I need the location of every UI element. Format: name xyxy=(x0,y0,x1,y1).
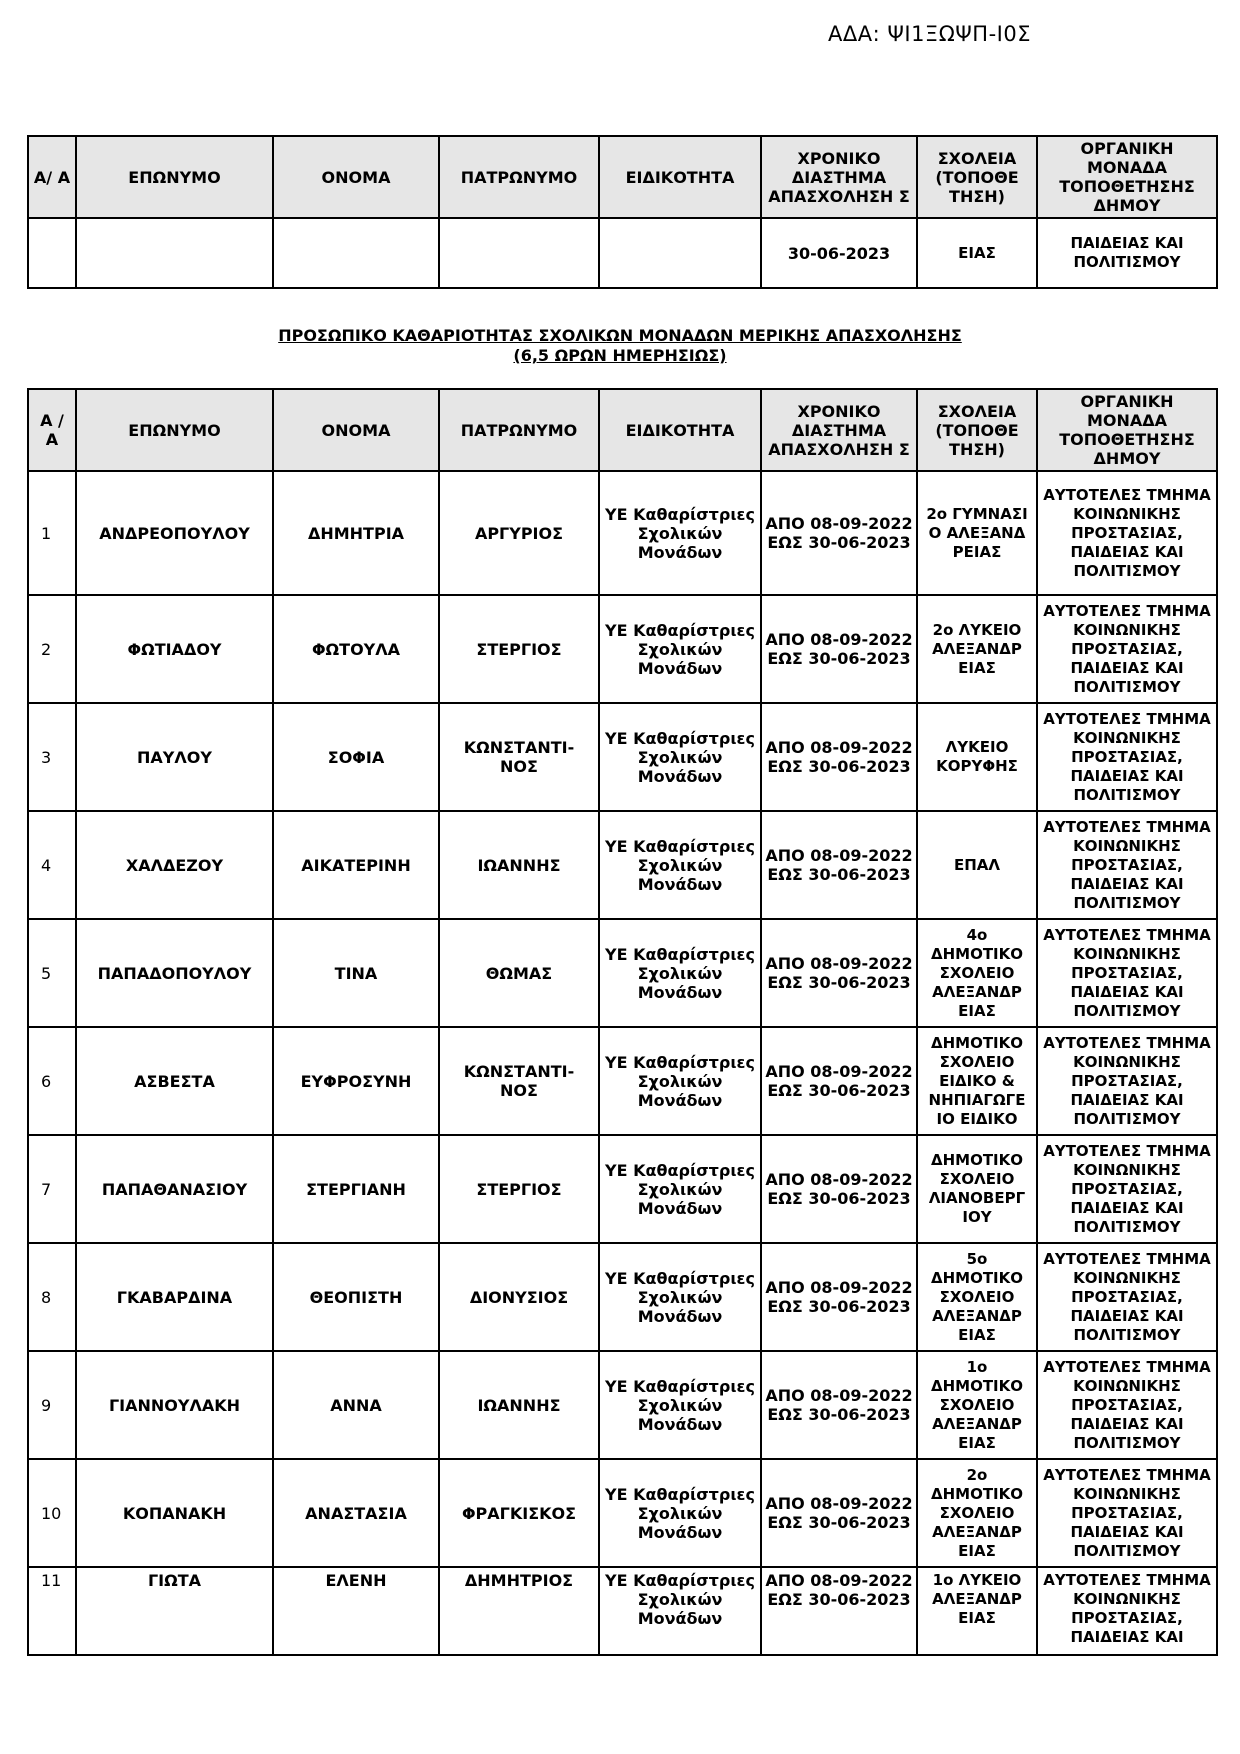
cell-aa: 7 xyxy=(28,1135,76,1243)
cell-father: ΚΩΝΣΤΑΝΤΙ- ΝΟΣ xyxy=(439,703,599,811)
header-name: ΟΝΟΜΑ xyxy=(273,389,439,471)
table-row xyxy=(28,919,1217,1027)
cell-name xyxy=(273,218,439,288)
header-aa: Α/ Α xyxy=(28,136,76,218)
cell-unit: ΑΥΤΟΤΕΛΕΣ ΤΜΗΜΑ ΚΟΙΝΩΝΙΚΗΣ ΠΡΟΣΤΑΣΙΑΣ, ΠΑΙΔΕΙΑΣ ΚΑΙ ΠΟΛΙΤΙΣΜΟΥ xyxy=(1037,1459,1217,1567)
header-school: ΣΧΟΛΕΙΑ (ΤΟΠΟΘΕ ΤΗΣΗ) xyxy=(917,136,1037,218)
header-unit: ΟΡΓΑΝΙΚΗ ΜΟΝΑΔΑ ΤΟΠΟΘΕΤΗΣΗΣ ΔΗΜΟΥ xyxy=(1037,136,1217,218)
cell-school: ΔΗΜΟΤΙΚΟ ΣΧΟΛΕΙΟ ΛΙΑΝΟΒΕΡΓ ΙΟΥ xyxy=(917,1135,1037,1243)
cell-specialty: ΥΕ Καθαρίστριες Σχολικών Μονάδων xyxy=(599,919,761,1027)
cell-surname: ΑΣΒΕΣΤΑ xyxy=(76,1027,273,1135)
cell-specialty: ΥΕ Καθαρίστριες Σχολικών Μονάδων xyxy=(599,811,761,919)
header-period: ΧΡΟΝΙΚΟ ΔΙΑΣΤΗΜΑ ΑΠΑΣΧΟΛΗΣΗ Σ xyxy=(761,136,917,218)
cell-aa: 8 xyxy=(28,1243,76,1351)
cell-period: ΑΠΟ 08-09-2022 ΕΩΣ 30-06-2023 xyxy=(761,919,917,1027)
cell-surname: ΓΙΑΝΝΟΥΛΑΚΗ xyxy=(76,1351,273,1459)
cell-school: 2ο ΔΗΜΟΤΙΚΟ ΣΧΟΛΕΙΟ ΑΛΕΞΑΝΔΡ ΕΙΑΣ xyxy=(917,1459,1037,1567)
cell-unit: ΑΥΤΟΤΕΛΕΣ ΤΜΗΜΑ ΚΟΙΝΩΝΙΚΗΣ ΠΡΟΣΤΑΣΙΑΣ, ΠΑΙΔΕΙΑΣ ΚΑΙ ΠΟΛΙΤΙΣΜΟΥ xyxy=(1037,595,1217,703)
cell-aa: 5 xyxy=(28,919,76,1027)
cell-specialty: ΥΕ Καθαρίστριες Σχολικών Μονάδων xyxy=(599,595,761,703)
cell-unit: ΑΥΤΟΤΕΛΕΣ ΤΜΗΜΑ ΚΟΙΝΩΝΙΚΗΣ ΠΡΟΣΤΑΣΙΑΣ, ΠΑΙΔΕΙΑΣ ΚΑΙ ΠΟΛΙΤΙΣΜΟΥ xyxy=(1037,1027,1217,1135)
cell-surname: ΓΙΩΤΑ xyxy=(76,1567,273,1655)
table-row xyxy=(28,1567,1217,1655)
cell-aa: 9 xyxy=(28,1351,76,1459)
table-row xyxy=(28,1243,1217,1351)
cell-specialty: ΥΕ Καθαρίστριες Σχολικών Μονάδων xyxy=(599,703,761,811)
cell-father: ΔΙΟΝΥΣΙΟΣ xyxy=(439,1243,599,1351)
cell-specialty xyxy=(599,218,761,288)
header-father: ΠΑΤΡΩΝΥΜΟ xyxy=(439,136,599,218)
cell-aa xyxy=(28,218,76,288)
cell-aa: 6 xyxy=(28,1027,76,1135)
cell-father: ΙΩΑΝΝΗΣ xyxy=(439,1351,599,1459)
cell-father: ΔΗΜΗΤΡΙΟΣ xyxy=(439,1567,599,1655)
cell-specialty: ΥΕ Καθαρίστριες Σχολικών Μονάδων xyxy=(599,1243,761,1351)
cell-period: ΑΠΟ 08-09-2022 ΕΩΣ 30-06-2023 xyxy=(761,811,917,919)
cell-name: ΑΙΚΑΤΕΡΙΝΗ xyxy=(273,811,439,919)
cell-period: ΑΠΟ 08-09-2022 ΕΩΣ 30-06-2023 xyxy=(761,1135,917,1243)
cleaning-staff-table xyxy=(27,388,1218,1656)
table-row xyxy=(28,703,1217,811)
cell-surname: ΚΟΠΑΝΑΚΗ xyxy=(76,1459,273,1567)
cell-period: ΑΠΟ 08-09-2022 ΕΩΣ 30-06-2023 xyxy=(761,1351,917,1459)
cell-school: 2ο ΛΥΚΕΙΟ ΑΛΕΞΑΝΔΡ ΕΙΑΣ xyxy=(917,595,1037,703)
cell-name: ΦΩΤΟΥΛΑ xyxy=(273,595,439,703)
table-row xyxy=(28,1351,1217,1459)
cell-school: ΕΙΑΣ xyxy=(917,218,1037,288)
cell-surname: ΠΑΠΑΘΑΝΑΣΙΟΥ xyxy=(76,1135,273,1243)
cell-school: 5ο ΔΗΜΟΤΙΚΟ ΣΧΟΛΕΙΟ ΑΛΕΞΑΝΔΡ ΕΙΑΣ xyxy=(917,1243,1037,1351)
cell-father: ΘΩΜΑΣ xyxy=(439,919,599,1027)
cell-surname: ΠΑΥΛΟΥ xyxy=(76,703,273,811)
cell-specialty: ΥΕ Καθαρίστριες Σχολικών Μονάδων xyxy=(599,471,761,595)
cell-surname: ΓΚΑΒΑΡΔΙΝΑ xyxy=(76,1243,273,1351)
cell-aa: 10 xyxy=(28,1459,76,1567)
cell-unit: ΑΥΤΟΤΕΛΕΣ ΤΜΗΜΑ ΚΟΙΝΩΝΙΚΗΣ ΠΡΟΣΤΑΣΙΑΣ, ΠΑΙΔΕΙΑΣ ΚΑΙ xyxy=(1037,1567,1217,1655)
ada-identifier: ΑΔΑ: ΨΙ1ΞΩΨΠ-Ι0Σ xyxy=(828,22,1031,46)
section-title-line2: (6,5 ΩΡΩΝ ΗΜΕΡΗΣΙΩΣ) xyxy=(513,346,727,365)
cell-unit: ΑΥΤΟΤΕΛΕΣ ΤΜΗΜΑ ΚΟΙΝΩΝΙΚΗΣ ΠΡΟΣΤΑΣΙΑΣ, ΠΑΙΔΕΙΑΣ ΚΑΙ ΠΟΛΙΤΙΣΜΟΥ xyxy=(1037,471,1217,595)
cell-name: ΣΤΕΡΓΙΑΝΗ xyxy=(273,1135,439,1243)
cell-unit: ΑΥΤΟΤΕΛΕΣ ΤΜΗΜΑ ΚΟΙΝΩΝΙΚΗΣ ΠΡΟΣΤΑΣΙΑΣ, ΠΑΙΔΕΙΑΣ ΚΑΙ ΠΟΛΙΤΙΣΜΟΥ xyxy=(1037,1351,1217,1459)
section-title xyxy=(0,326,1240,366)
cell-father: ΚΩΝΣΤΑΝΤΙ- ΝΟΣ xyxy=(439,1027,599,1135)
cell-unit: ΑΥΤΟΤΕΛΕΣ ΤΜΗΜΑ ΚΟΙΝΩΝΙΚΗΣ ΠΡΟΣΤΑΣΙΑΣ, ΠΑΙΔΕΙΑΣ ΚΑΙ ΠΟΛΙΤΙΣΜΟΥ xyxy=(1037,1135,1217,1243)
cell-father: ΦΡΑΓΚΙΣΚΟΣ xyxy=(439,1459,599,1567)
cell-unit: ΑΥΤΟΤΕΛΕΣ ΤΜΗΜΑ ΚΟΙΝΩΝΙΚΗΣ ΠΡΟΣΤΑΣΙΑΣ, ΠΑΙΔΕΙΑΣ ΚΑΙ ΠΟΛΙΤΙΣΜΟΥ xyxy=(1037,811,1217,919)
cell-surname xyxy=(76,218,273,288)
cell-name: ΤΙΝΑ xyxy=(273,919,439,1027)
header-name: ΟΝΟΜΑ xyxy=(273,136,439,218)
section-title-line1: ΠΡΟΣΩΠΙΚΟ ΚΑΘΑΡΙΟΤΗΤΑΣ ΣΧΟΛΙΚΩΝ ΜΟΝΑΔΩΝ ΜΕΡΙΚΗΣ ΑΠΑΣΧΟΛΗΣΗΣ xyxy=(278,326,962,345)
cell-period: ΑΠΟ 08-09-2022 ΕΩΣ 30-06-2023 xyxy=(761,703,917,811)
cell-name: ΑΝΝΑ xyxy=(273,1351,439,1459)
cell-name: ΑΝΑΣΤΑΣΙΑ xyxy=(273,1459,439,1567)
cell-aa: 3 xyxy=(28,703,76,811)
header-unit: ΟΡΓΑΝΙΚΗ ΜΟΝΑΔΑ ΤΟΠΟΘΕΤΗΣΗΣ ΔΗΜΟΥ xyxy=(1037,389,1217,471)
cell-school: 2ο ΓΥΜΝΑΣΙ Ο ΑΛΕΞΑΝΔ ΡΕΙΑΣ xyxy=(917,471,1037,595)
cell-father: ΣΤΕΡΓΙΟΣ xyxy=(439,1135,599,1243)
cell-surname: ΦΩΤΙΑΔΟΥ xyxy=(76,595,273,703)
header-specialty: ΕΙΔΙΚΟΤΗΤΑ xyxy=(599,389,761,471)
header-school: ΣΧΟΛΕΙΑ (ΤΟΠΟΘΕ ΤΗΣΗ) xyxy=(917,389,1037,471)
cell-aa: 2 xyxy=(28,595,76,703)
header-specialty: ΕΙΔΙΚΟΤΗΤΑ xyxy=(599,136,761,218)
cell-aa: 1 xyxy=(28,471,76,595)
header-period: ΧΡΟΝΙΚΟ ΔΙΑΣΤΗΜΑ ΑΠΑΣΧΟΛΗΣΗ Σ xyxy=(761,389,917,471)
cell-school: 4ο ΔΗΜΟΤΙΚΟ ΣΧΟΛΕΙΟ ΑΛΕΞΑΝΔΡ ΕΙΑΣ xyxy=(917,919,1037,1027)
header-surname: ΕΠΩΝΥΜΟ xyxy=(76,136,273,218)
cell-school: ΕΠΑΛ xyxy=(917,811,1037,919)
cell-name: ΣΟΦΙΑ xyxy=(273,703,439,811)
cell-father: ΙΩΑΝΝΗΣ xyxy=(439,811,599,919)
header-father: ΠΑΤΡΩΝΥΜΟ xyxy=(439,389,599,471)
cell-father xyxy=(439,218,599,288)
cell-period: 30-06-2023 xyxy=(761,218,917,288)
cell-specialty: ΥΕ Καθαρίστριες Σχολικών Μονάδων xyxy=(599,1567,761,1655)
cell-father: ΣΤΕΡΓΙΟΣ xyxy=(439,595,599,703)
cell-surname: ΧΑΛΔΕΖΟΥ xyxy=(76,811,273,919)
cell-name: ΕΛΕΝΗ xyxy=(273,1567,439,1655)
cell-surname: ΠΑΠΑΔΟΠΟΥΛΟΥ xyxy=(76,919,273,1027)
cell-school: ΛΥΚΕΙΟ ΚΟΡΥΦΗΣ xyxy=(917,703,1037,811)
table-row xyxy=(28,218,1217,288)
cell-name: ΔΗΜΗΤΡΙΑ xyxy=(273,471,439,595)
cell-period: ΑΠΟ 08-09-2022 ΕΩΣ 30-06-2023 xyxy=(761,1567,917,1655)
cell-unit: ΠΑΙΔΕΙΑΣ ΚΑΙ ΠΟΛΙΤΙΣΜΟΥ xyxy=(1037,218,1217,288)
cell-father: ΑΡΓΥΡΙΟΣ xyxy=(439,471,599,595)
cell-unit: ΑΥΤΟΤΕΛΕΣ ΤΜΗΜΑ ΚΟΙΝΩΝΙΚΗΣ ΠΡΟΣΤΑΣΙΑΣ, ΠΑΙΔΕΙΑΣ ΚΑΙ ΠΟΛΙΤΙΣΜΟΥ xyxy=(1037,703,1217,811)
cell-specialty: ΥΕ Καθαρίστριες Σχολικών Μονάδων xyxy=(599,1351,761,1459)
cell-unit: ΑΥΤΟΤΕΛΕΣ ΤΜΗΜΑ ΚΟΙΝΩΝΙΚΗΣ ΠΡΟΣΤΑΣΙΑΣ, ΠΑΙΔΕΙΑΣ ΚΑΙ ΠΟΛΙΤΙΣΜΟΥ xyxy=(1037,1243,1217,1351)
cell-specialty: ΥΕ Καθαρίστριες Σχολικών Μονάδων xyxy=(599,1459,761,1567)
table-row xyxy=(28,1027,1217,1135)
cell-school: 1ο ΛΥΚΕΙΟ ΑΛΕΞΑΝΔΡ ΕΙΑΣ xyxy=(917,1567,1037,1655)
cell-period: ΑΠΟ 08-09-2022 ΕΩΣ 30-06-2023 xyxy=(761,471,917,595)
table-row xyxy=(28,595,1217,703)
header-aa: Α / Α xyxy=(28,389,76,471)
table-previous-page-continuation xyxy=(27,135,1218,289)
header-surname: ΕΠΩΝΥΜΟ xyxy=(76,389,273,471)
table-row xyxy=(28,1135,1217,1243)
table-row xyxy=(28,811,1217,919)
cell-period: ΑΠΟ 08-09-2022 ΕΩΣ 30-06-2023 xyxy=(761,1243,917,1351)
cell-name: ΕΥΦΡΟΣΥΝΗ xyxy=(273,1027,439,1135)
table-header-row xyxy=(28,136,1217,218)
cell-aa: 4 xyxy=(28,811,76,919)
table-row xyxy=(28,1459,1217,1567)
table-row xyxy=(28,471,1217,595)
cell-school: ΔΗΜΟΤΙΚΟ ΣΧΟΛΕΙΟ ΕΙΔΙΚΟ & ΝΗΠΙΑΓΩΓΕ ΙΟ ΕΙΔΙΚΟ xyxy=(917,1027,1037,1135)
cell-unit: ΑΥΤΟΤΕΛΕΣ ΤΜΗΜΑ ΚΟΙΝΩΝΙΚΗΣ ΠΡΟΣΤΑΣΙΑΣ, ΠΑΙΔΕΙΑΣ ΚΑΙ ΠΟΛΙΤΙΣΜΟΥ xyxy=(1037,919,1217,1027)
cell-period: ΑΠΟ 08-09-2022 ΕΩΣ 30-06-2023 xyxy=(761,595,917,703)
cell-specialty: ΥΕ Καθαρίστριες Σχολικών Μονάδων xyxy=(599,1135,761,1243)
cell-name: ΘΕΟΠΙΣΤΗ xyxy=(273,1243,439,1351)
cell-period: ΑΠΟ 08-09-2022 ΕΩΣ 30-06-2023 xyxy=(761,1459,917,1567)
table-header-row xyxy=(28,389,1217,471)
cell-school: 1ο ΔΗΜΟΤΙΚΟ ΣΧΟΛΕΙΟ ΑΛΕΞΑΝΔΡ ΕΙΑΣ xyxy=(917,1351,1037,1459)
cell-surname: ΑΝΔΡΕΟΠΟΥΛΟΥ xyxy=(76,471,273,595)
cell-aa: 11 xyxy=(28,1567,76,1655)
cell-specialty: ΥΕ Καθαρίστριες Σχολικών Μονάδων xyxy=(599,1027,761,1135)
cell-period: ΑΠΟ 08-09-2022 ΕΩΣ 30-06-2023 xyxy=(761,1027,917,1135)
